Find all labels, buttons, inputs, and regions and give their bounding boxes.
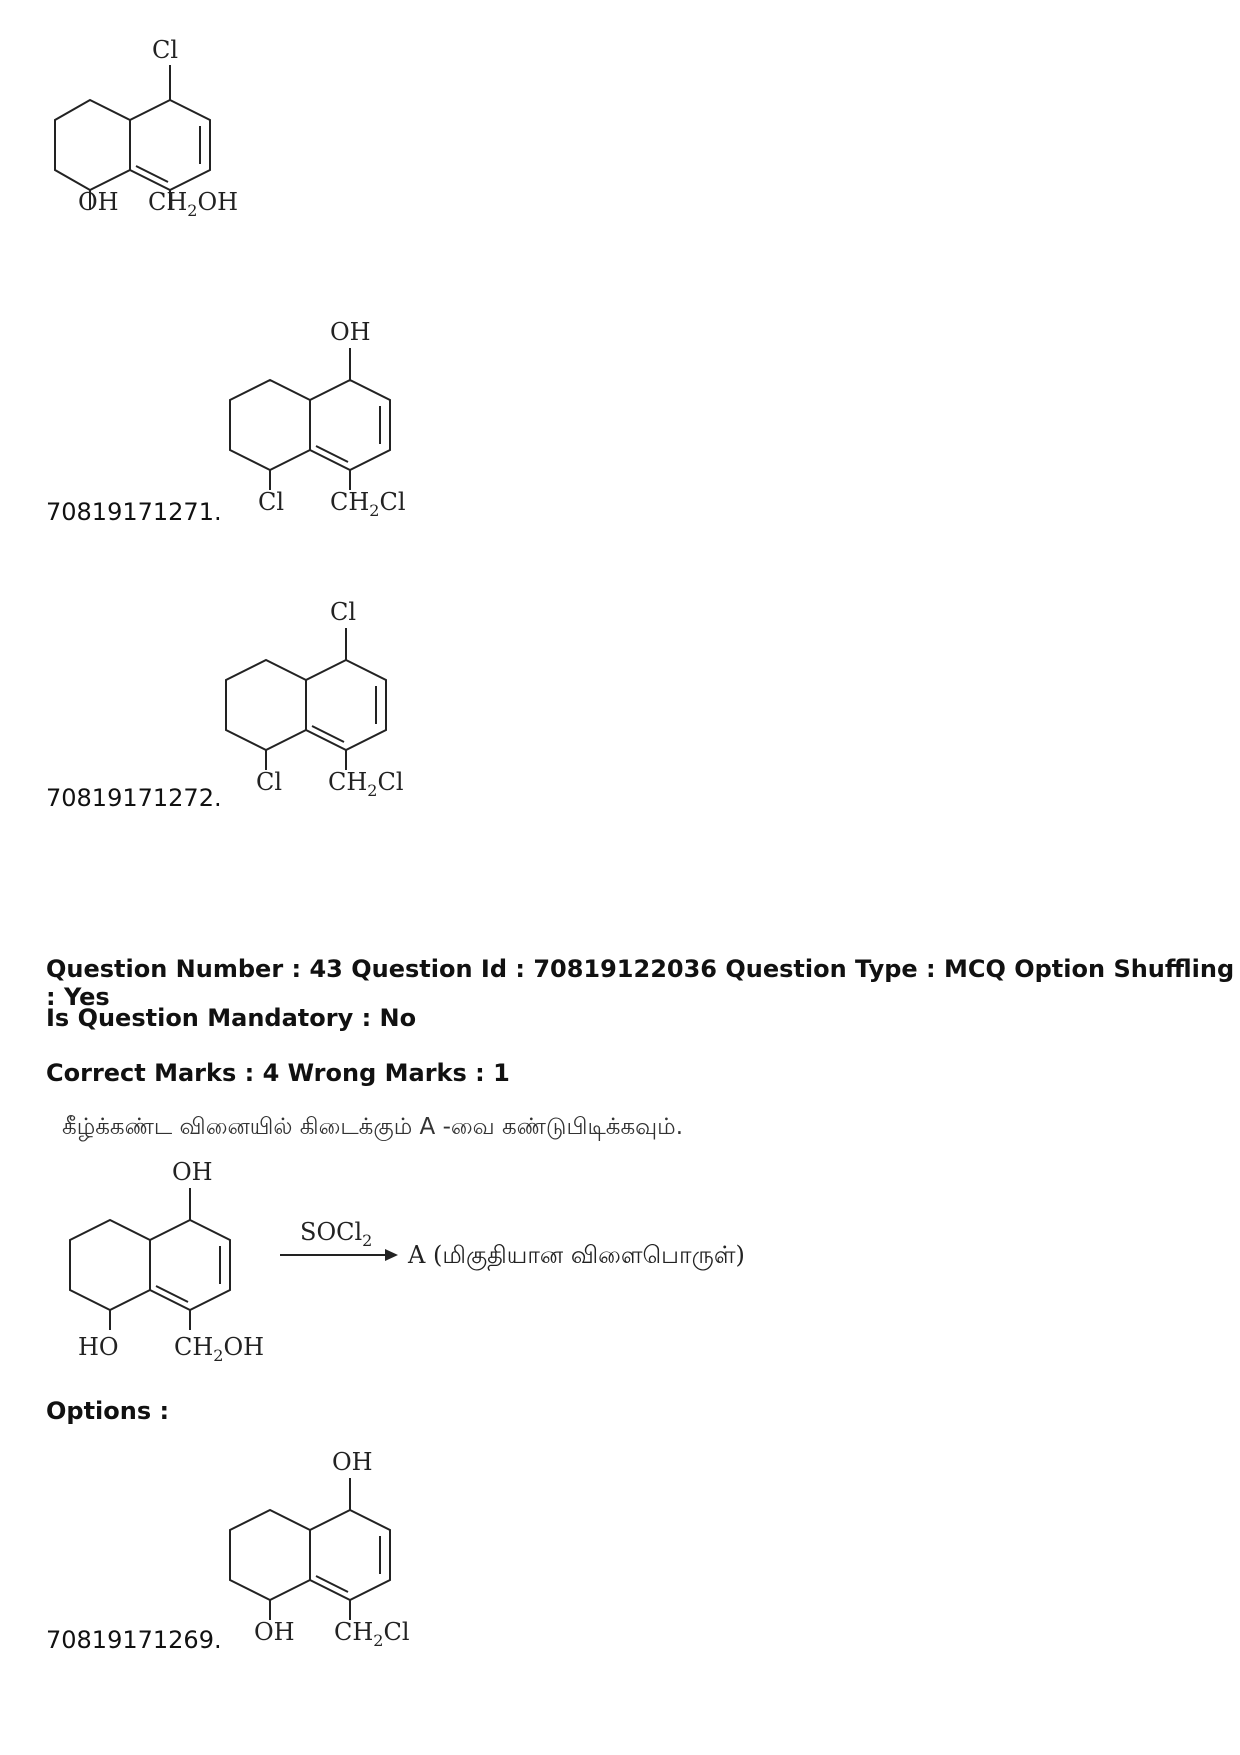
option-id: 70819171269. [46,1626,222,1654]
product-label: A (மிகுதியான விளைபொருள்) [408,1241,745,1269]
reaction-scheme [50,1150,830,1380]
substituent-right: $CH_2Cl$ [328,768,404,800]
substituent-right: $CH_2Cl$ [330,488,406,520]
structure-option-71269 [190,1440,430,1660]
option-id: 70819171272. [46,784,222,812]
substituent-left: OH [78,188,119,216]
structure-option-71271 [190,310,430,530]
question-meta-line2: Is Question Mandatory : No [46,1004,417,1032]
reactant-right: $CH_2OH$ [174,1333,265,1365]
structure-option-71272 [186,590,426,810]
reactant-left: HO [78,1333,119,1361]
substituent-left: Cl [256,768,283,796]
question-meta-line1: Question Number : 43 Question Id : 70819122036 Question Type : MCQ Option Shuffling : Yes [46,955,1235,1011]
substituent-top: OH [330,318,371,346]
substituent-top: Cl [330,598,357,626]
reactant-top: OH [172,1158,213,1186]
substituent-right: $CH_2OH$ [148,188,239,220]
options-label: Options : [46,1397,170,1425]
substituent-top: OH [332,1448,373,1476]
reagent: SOCl$_2$ [300,1218,373,1250]
substituent-left: Cl [258,488,285,516]
option-id: 70819171271. [46,498,222,526]
substituent-right: $CH_2Cl$ [334,1618,410,1650]
substituent-top: Cl [152,36,179,64]
question-stem: கீழ்க்கண்ட வினையில் கிடைக்கும் A -வை கண்டுபிடிக்கவும். [62,1114,683,1140]
substituent-left: OH [254,1618,295,1646]
question-meta-line3: Correct Marks : 4 Wrong Marks : 1 [46,1059,510,1087]
structure-prev-top [40,30,280,250]
